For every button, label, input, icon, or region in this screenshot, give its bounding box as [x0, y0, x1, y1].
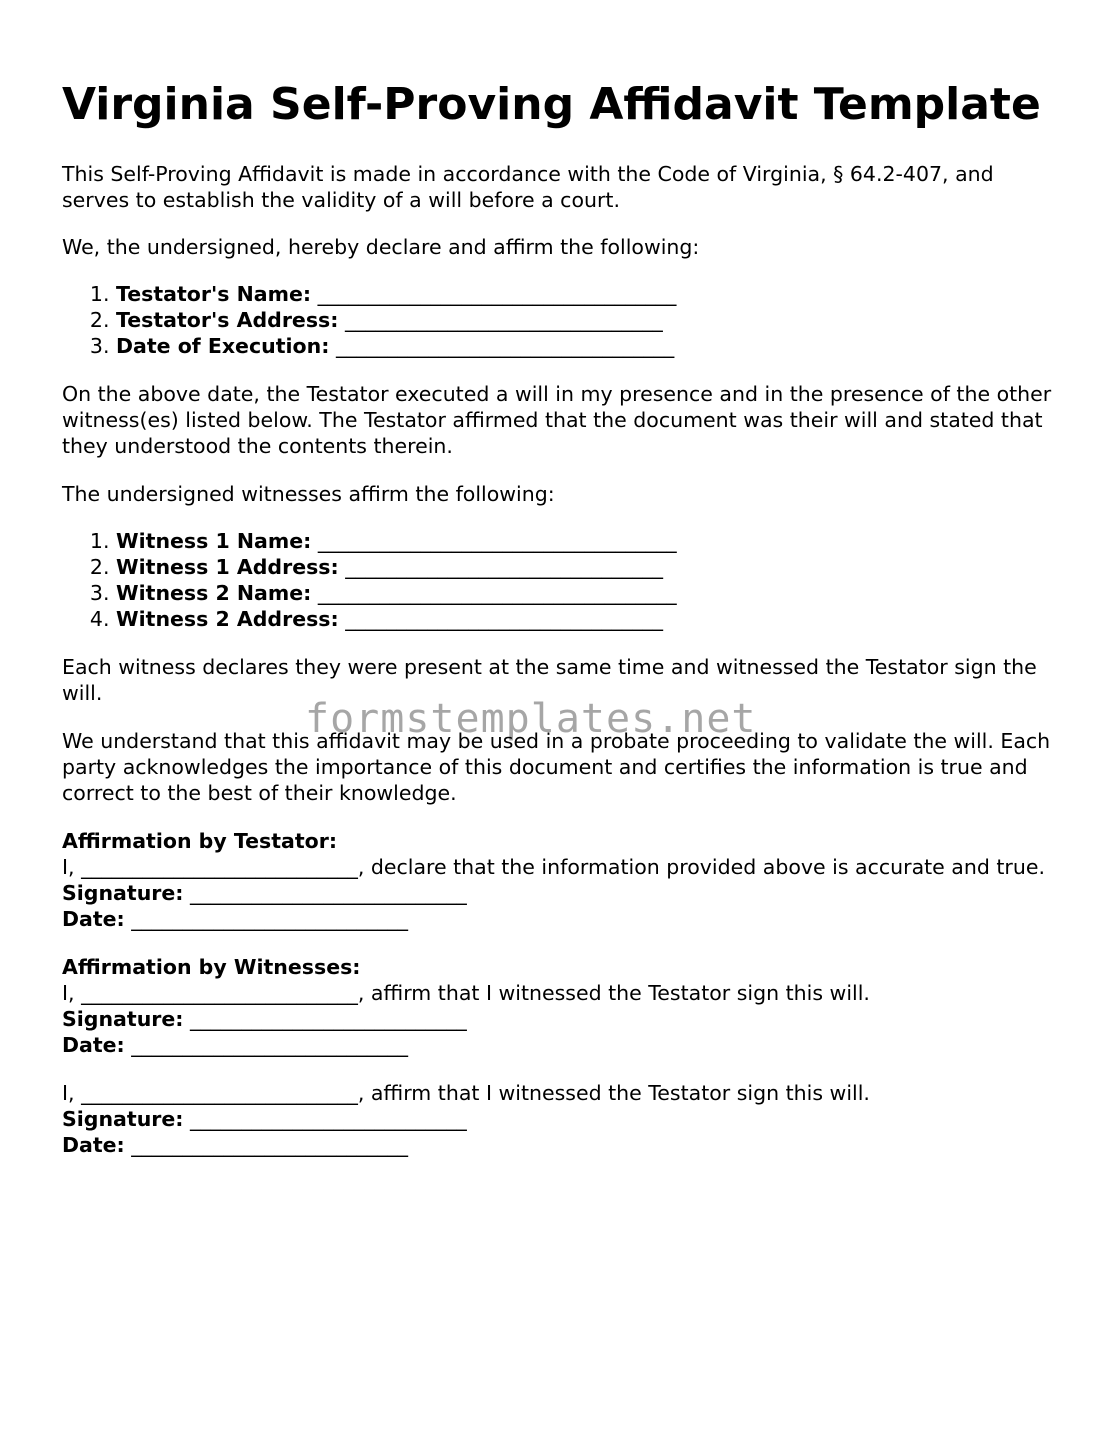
date-blank: ___________________________: [131, 1133, 409, 1157]
witness-1-name-field[interactable]: [116, 528, 1062, 554]
witness-1-signature-line[interactable]: [62, 1006, 1062, 1032]
testator-fields-list: [62, 281, 1062, 359]
witness-1-date-line[interactable]: [62, 1032, 1062, 1058]
field-blank: _________________________________: [335, 334, 675, 358]
field-label: Witness 1 Address:: [116, 555, 339, 579]
date-label: Date:: [62, 907, 125, 931]
witness-2-date-line[interactable]: [62, 1132, 1062, 1158]
testator-name-field[interactable]: [116, 281, 1062, 307]
testator-signature-line[interactable]: [62, 880, 1062, 906]
date-blank: ___________________________: [131, 1033, 409, 1057]
understanding-statement: We understand that this affidavit may be used in a probate proceeding to validate the will. Each party acknowledges the importance of this document and certifies the information is true and correct to the best of their knowledge.: [62, 729, 1051, 805]
date-label: Date:: [62, 1133, 125, 1157]
witness-fields-list: [62, 528, 1062, 632]
date-blank: ___________________________: [131, 907, 409, 931]
presence-statement: Each witness declares they were present at the same time and witnessed the Testator sign the will.: [62, 655, 1037, 705]
field-label: Witness 2 Name:: [116, 581, 312, 605]
watermark: formstemplates.net: [305, 696, 757, 742]
witness-affirmation-section: [62, 954, 1062, 1158]
witness-1-address-field[interactable]: [116, 554, 1062, 580]
field-blank: _______________________________: [345, 555, 663, 579]
field-blank: _______________________________: [344, 308, 663, 332]
date-label: Date:: [62, 1033, 125, 1057]
signature-label: Signature:: [62, 1107, 184, 1131]
field-blank: ___________________________________: [317, 581, 677, 605]
witness-2-signature-line[interactable]: [62, 1106, 1062, 1132]
field-label: Witness 2 Address:: [116, 607, 339, 631]
signature-label: Signature:: [62, 1007, 184, 1031]
witness-2-name-field[interactable]: [116, 580, 1062, 606]
field-blank: ___________________________________: [317, 282, 677, 306]
execution-date-field[interactable]: [116, 333, 1062, 359]
field-blank: _______________________________: [345, 607, 663, 631]
field-label: Date of Execution:: [116, 334, 330, 358]
witness-2-affirmation-statement[interactable]: I, ___________________________, affirm that I witnessed the Testator sign this will.: [62, 1081, 870, 1105]
testator-address-field[interactable]: [116, 307, 1062, 333]
witness-1-affirmation-statement[interactable]: I, ___________________________, affirm that I witnessed the Testator sign this will.: [62, 981, 870, 1005]
signature-blank: ___________________________: [190, 881, 467, 905]
field-label: Witness 1 Name:: [116, 529, 312, 553]
testator-affirmation-statement[interactable]: I, ___________________________, declare that the information provided above is accurate and true.: [62, 855, 1045, 879]
execution-statement: On the above date, the Testator executed a will in my presence and in the presence of the other witness(es) listed below. The Testator affirmed that the document was their will and stated that they understood the contents therein.: [62, 382, 1052, 458]
witness-intro: The undersigned witnesses affirm the following:: [62, 482, 555, 506]
signature-blank: ___________________________: [190, 1107, 467, 1131]
witness-affirmation-heading: Affirmation by Witnesses:: [62, 955, 361, 979]
field-blank: ___________________________________: [317, 529, 677, 553]
field-label: Testator's Name:: [116, 282, 312, 306]
document-title: Virginia Self-Proving Affidavit Template: [62, 79, 1041, 130]
testator-affirmation-section: [62, 828, 1062, 932]
signature-label: Signature:: [62, 881, 184, 905]
signature-blank: ___________________________: [190, 1007, 467, 1031]
intro-paragraph: This Self-Proving Affidavit is made in accordance with the Code of Virginia, § 64.2-407, and serves to establish the validity of a will before a court.: [62, 162, 994, 212]
witness-2-address-field[interactable]: [116, 606, 1062, 632]
document-page: [62, 76, 1062, 1158]
testator-affirmation-heading: Affirmation by Testator:: [62, 829, 338, 853]
declaration-intro: We, the undersigned, hereby declare and affirm the following:: [62, 235, 700, 259]
testator-date-line[interactable]: [62, 906, 1062, 932]
field-label: Testator's Address:: [116, 308, 339, 332]
